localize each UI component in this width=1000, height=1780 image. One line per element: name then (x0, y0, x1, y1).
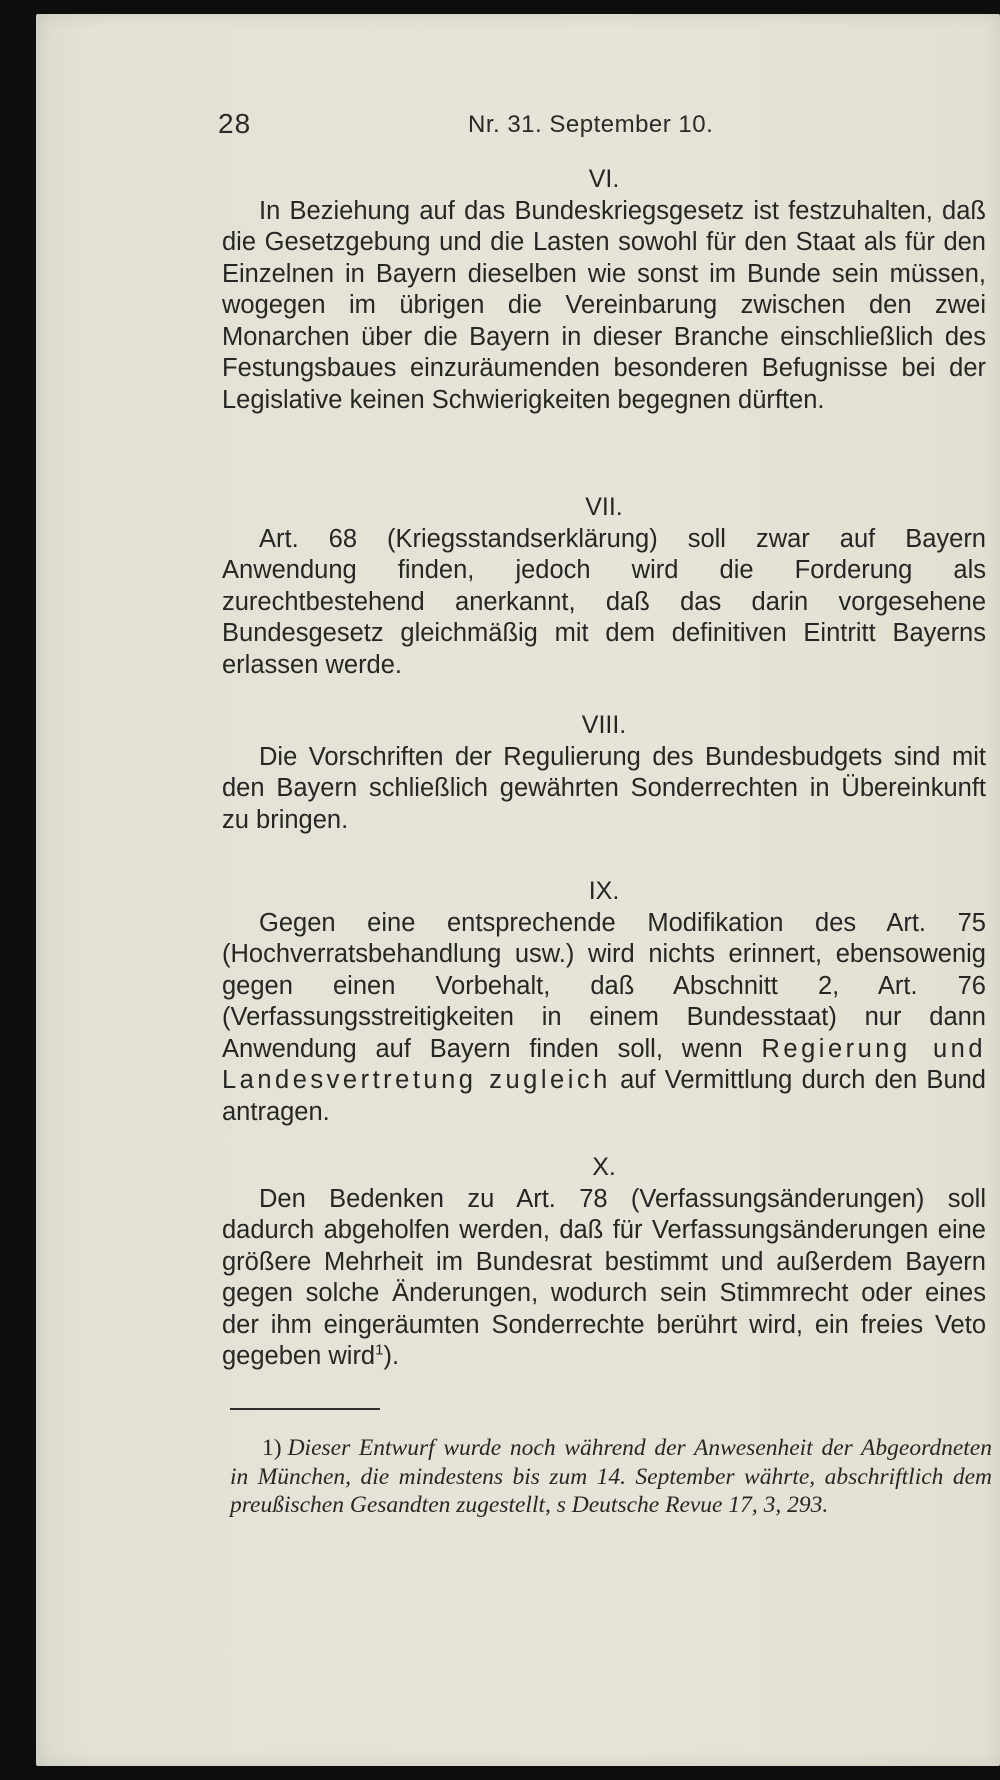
section-number: VII. (585, 493, 623, 521)
section-number: VI. (588, 165, 620, 193)
footnote-mark: 1) (262, 1435, 282, 1461)
paragraph-text: ). (383, 1342, 400, 1370)
section-paragraph (222, 1184, 986, 1373)
emphasized-text: Regierung und Landesvertretung zugleich (222, 1034, 987, 1094)
section-number: X. (592, 1153, 616, 1181)
section-paragraph: Art. 68 (Kriegsstandserklärung) soll zwar auf Bayern Anwendung finden, jedoch wird die Forderung als zurechtbestehend anerkannt, daß das darin vorgesehene Bundesgesetz gleichmäßig mit dem definitiven Eintritt Bayerns erlassen werde. (222, 524, 986, 679)
footnote-text: Dieser Entwurf wurde noch während der Anwesenheit der Abgeordneten in München, die mindestens bis zum 14. September währte, abschriftlich dem preußischen Gesandten zugestellt, s Deutsche Revue 17, 3, 293. (230, 1435, 992, 1518)
section-paragraph: In Beziehung auf das Bundeskriegsgesetz ist festzuhalten, daß die Gesetzgebung und die Lasten sowohl für den Staat als für den Einzelnen in Bayern dieselben wie sonst im Bunde sein müssen, wogegen im übrigen die Vereinbarung zwischen den zwei Monarchen über die Bayern in dieser Branche einschließlich des Festungsbaues einzuräumenden besonderen Befugnisse bei der Legislative keinen Schwierigkeiten begegnen dürften. (222, 196, 986, 414)
paragraph-text: auf Vermittlung durch den Bund antragen. (222, 1066, 986, 1126)
section-paragraph (222, 908, 986, 1129)
section-ix (222, 876, 986, 1128)
section-paragraph: Die Vorschriften der Regulierung des Bundesbudgets sind mit den Bayern schließlich gewährten Sonderrechten in Übereinkunft zu bringen. (222, 742, 986, 834)
footnote-reference: 1 (375, 1341, 384, 1359)
paragraph-text: Gegen eine entsprechende Modifikation des Art. 75 (Hochverratsbehandlung usw.) wird nichts erinnert, ebensowenig gegen einen Vorbehalt, daß Abschnitt 2, Art. 76 (Verfassungsstreitigkeiten in einem Bundesstaat) nur dann Anwendung auf Bayern finden soll, wenn (222, 908, 986, 1063)
page-number: 28 (218, 108, 252, 139)
section-vii (222, 492, 986, 681)
section-vi (222, 164, 986, 416)
paragraph-text: Den Bedenken zu Art. 78 (Verfassungsänderungen) soll dadurch abgeholfen werden, daß für Verfassungsänderungen eine größere Mehrheit im Bundesrat bestimmt und außerdem Bayern gegen solche Änderungen, wodurch sein Stimmrecht oder eines der ihm eingeräumten Sonderrechte berührt wird, ein freies Veto gegeben wird (222, 1184, 986, 1370)
section-viii (222, 710, 986, 836)
section-x (222, 1152, 986, 1373)
section-number: IX. (588, 877, 620, 905)
section-number: VIII. (581, 711, 627, 739)
running-head: Nr. 31. September 10. (468, 111, 714, 138)
footnote (230, 1434, 992, 1520)
footnote-divider (230, 1408, 380, 1410)
